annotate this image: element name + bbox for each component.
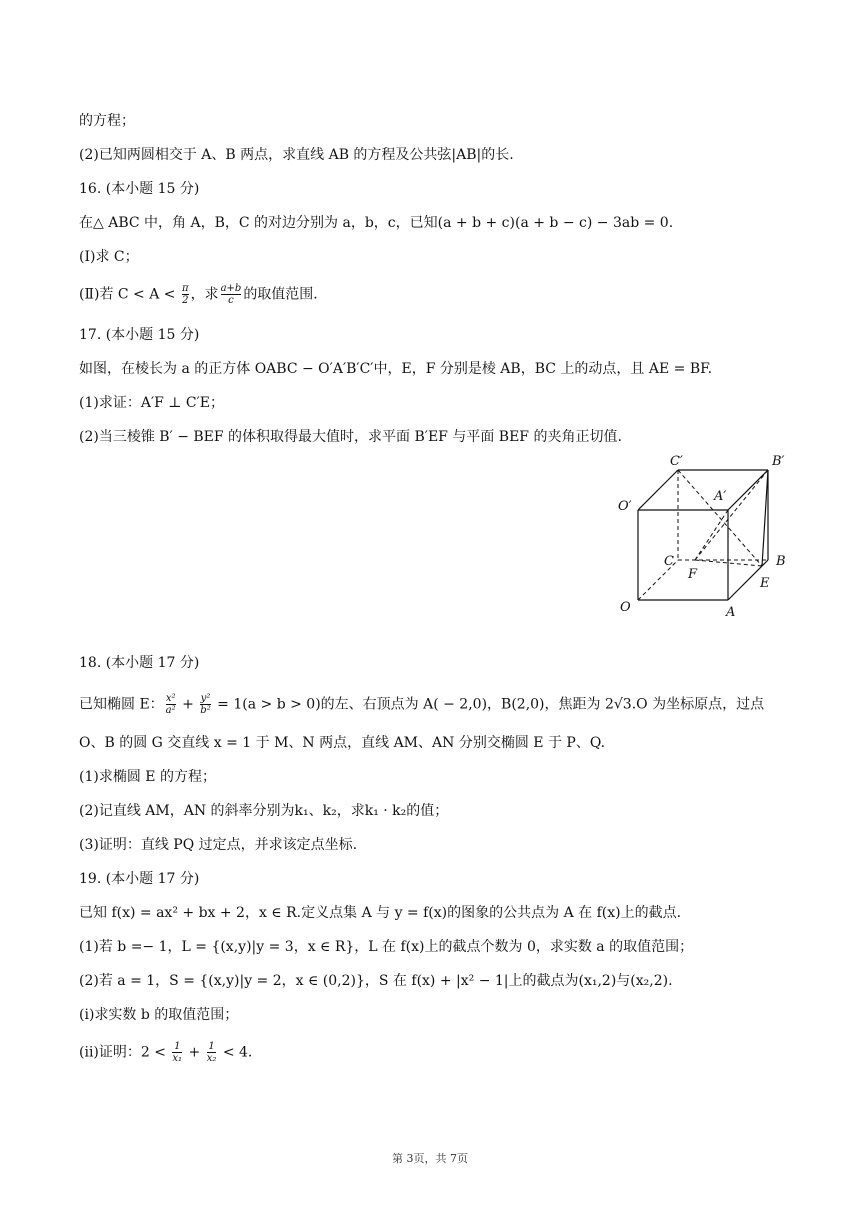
fraction-numerator: π <box>181 283 189 294</box>
cube-edge <box>638 470 678 510</box>
text-span: = 1(a > b > 0)的左、右顶点为 A( − 2,0)，B(2,0)，焦距为 2√3.O 为坐标原点，过点 <box>212 696 765 713</box>
text-line <box>79 283 784 306</box>
text-line: O、B 的圆 G 交直线 x = 1 于 M、N 两点，直线 AM、AN 分别交椭圆 E 于 P、Q. <box>79 735 606 751</box>
text-line: (2)已知两圆相交于 A、B 两点，求直线 AB 的方程及公共弦|AB|的长. <box>79 147 514 163</box>
text-line: (1)求椭圆 E 的方程； <box>79 769 216 785</box>
segment-b-prime-e <box>762 470 768 566</box>
text-line: 已知 f(x) = ax² + bx + 2，x ∈ R.定义点集 A 与 y = f(x)的图象的公共点为 A 在 f(x)上的截点. <box>79 905 682 921</box>
text-span: (ⅱ)证明：2 < <box>79 1044 171 1061</box>
text-span: < 4. <box>218 1044 253 1061</box>
fraction-denominator: c <box>221 294 242 306</box>
fraction-denominator: x₁ <box>172 1053 183 1064</box>
text-span: ，求 <box>190 286 219 303</box>
segment-b-prime-f <box>695 470 768 560</box>
fraction <box>172 1041 182 1064</box>
text-line: (ⅰ)求实数 b 的取值范围； <box>79 1007 239 1023</box>
label-c-prime: C′ <box>670 454 683 469</box>
fraction <box>221 283 242 306</box>
label-o-prime: O′ <box>618 499 632 514</box>
text-line <box>79 693 784 716</box>
text-line: (3)证明：直线 PQ 过定点，并求该定点坐标. <box>79 837 358 853</box>
problem-heading-19: 19. (本小题 17 分) <box>79 871 200 887</box>
fraction-numerator: y² <box>200 693 211 704</box>
fraction-numerator: 1 <box>174 1041 181 1052</box>
text-line: (1)求证：A′F ⊥ C′E； <box>79 395 225 411</box>
label-f: F <box>688 567 698 582</box>
label-o: O <box>620 600 631 615</box>
text-line: 的方程； <box>79 113 135 129</box>
fraction-denominator: a² <box>165 705 176 716</box>
problem-heading-16: 16. (本小题 15 分) <box>79 181 200 197</box>
fraction-numerator: x² <box>165 693 176 704</box>
segment-a-prime-f <box>695 510 728 560</box>
fraction <box>207 1041 217 1064</box>
problem-heading-17: 17. (本小题 15 分) <box>79 327 200 343</box>
cube-figure <box>610 448 795 620</box>
text-line: (2)当三棱锥 B′ − BEF 的体积取得最大值时，求平面 B′EF 与平面 BEF 的夹角正切值. <box>79 429 622 445</box>
fraction-numerator: a+b <box>220 283 242 294</box>
label-b-prime: B′ <box>772 454 785 469</box>
fraction-numerator: 1 <box>208 1041 215 1052</box>
label-e: E <box>760 576 770 591</box>
text-span: 已知椭圆 E： <box>79 696 164 713</box>
text-line: 如图，在棱长为 a 的正方体 OABC − O′A′B′C′中，E，F 分别是棱 AB，BC 上的动点，且 AE = BF. <box>79 361 713 377</box>
text-line: (2)记直线 AM，AN 的斜率分别为k₁、k₂，求k₁ · k₂的值； <box>79 803 449 819</box>
text-line: (Ⅰ)求 C； <box>79 249 139 265</box>
fraction-denominator: 2 <box>182 295 189 306</box>
label-a: A <box>726 605 736 620</box>
fraction <box>182 283 189 306</box>
text-span: (Ⅱ)若 C < A < <box>79 286 180 303</box>
text-span: + <box>184 1044 205 1061</box>
text-line: 在△ ABC 中，角 A，B，C 的对边分别为 a，b，c，已知(a + b + c)(a + b − c) − 3ab = 0. <box>79 215 674 231</box>
fraction-denominator: b² <box>200 705 211 716</box>
cube-edge <box>728 470 768 510</box>
problem-heading-18: 18. (本小题 17 分) <box>79 655 200 671</box>
fraction <box>166 693 176 716</box>
label-c: C <box>664 554 674 569</box>
text-line: (1)若 b =− 1，L = {(x,y)|y = 3，x ∈ R}，L 在 f(x)上的截点个数为 0，求实数 a 的取值范围； <box>79 939 694 955</box>
text-line: (2)若 a = 1，S = {(x,y)|y = 2，x ∈ (0,2)}，S 在 f(x) + |x² − 1|上的截点为(x₁,2)与(x₂,2). <box>79 973 673 989</box>
segment-c-prime-e <box>678 470 762 566</box>
page-footer: 第 3页，共 7页 <box>392 1152 468 1165</box>
fraction <box>200 693 210 716</box>
text-span: + <box>177 696 199 713</box>
text-line <box>79 1041 784 1064</box>
label-a-prime: A′ <box>714 489 727 504</box>
fraction-denominator: x₂ <box>206 1053 217 1064</box>
label-b: B <box>776 554 786 569</box>
text-span: 的取值范围. <box>243 286 318 303</box>
